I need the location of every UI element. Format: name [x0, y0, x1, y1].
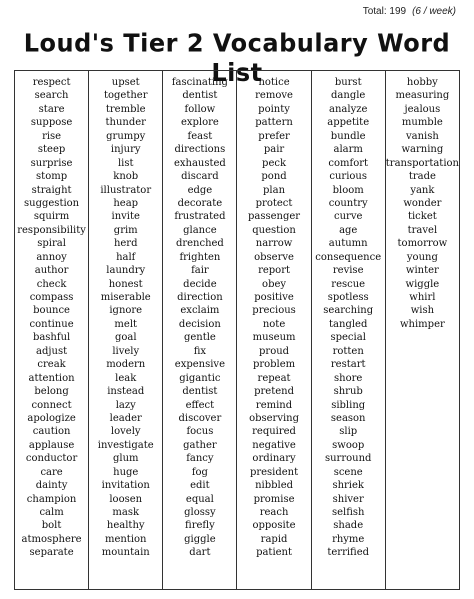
vocabulary-word: measuring — [395, 90, 450, 102]
vocabulary-word: attention — [28, 372, 75, 384]
vocabulary-word: gentle — [183, 332, 216, 344]
vocabulary-word: restart — [330, 359, 366, 371]
word-column — [89, 71, 163, 589]
vocabulary-word: prefer — [258, 130, 290, 142]
page-title: Loud's Tier 2 Vocabulary Word List — [23, 28, 451, 88]
vocabulary-word: check — [36, 278, 67, 290]
vocabulary-word: suggestion — [24, 197, 80, 209]
vocabulary-word: squirm — [33, 211, 70, 223]
vocabulary-word: continue — [29, 318, 74, 330]
vocabulary-word: explore — [180, 117, 219, 129]
vocabulary-word: note — [262, 318, 286, 330]
vocabulary-word: reach — [259, 507, 289, 518]
vocabulary-word: search — [34, 90, 69, 102]
vocabulary-word: injury — [110, 144, 141, 156]
vocabulary-word: caution — [32, 426, 71, 438]
vocabulary-word: question — [252, 224, 296, 236]
vocabulary-word: ordinary — [252, 453, 296, 465]
word-column — [163, 71, 237, 589]
vocabulary-word: illustrator — [100, 184, 152, 196]
vocabulary-word: frighten — [179, 251, 221, 263]
vocabulary-word: bashful — [32, 332, 71, 344]
vocabulary-word: lively — [112, 345, 140, 357]
vocabulary-word: nibbled — [255, 480, 294, 492]
vocabulary-word: separate — [29, 547, 74, 559]
vocabulary-word: young — [406, 251, 438, 263]
vocabulary-word: shrub — [333, 386, 363, 398]
vocabulary-word: travel — [407, 224, 438, 236]
vocabulary-word: burst — [334, 77, 362, 88]
vocabulary-word: exclaim — [180, 305, 220, 317]
vocabulary-word: bloom — [332, 184, 364, 196]
vocabulary-word: frustrated — [174, 211, 226, 223]
vocabulary-word: healthy — [106, 520, 145, 532]
vocabulary-word: dentist — [182, 90, 218, 102]
vocabulary-word: tremble — [105, 103, 146, 115]
vocabulary-word: lazy — [115, 399, 136, 411]
vocabulary-word: dainty — [35, 480, 68, 492]
vocabulary-word: responsibility — [17, 224, 86, 236]
vocabulary-word: leak — [115, 372, 137, 384]
vocabulary-word: wish — [410, 305, 435, 317]
vocabulary-word: list — [117, 157, 134, 169]
vocabulary-word: report — [258, 265, 290, 277]
vocabulary-word: swoop — [332, 439, 365, 451]
vocabulary-word: directions — [174, 144, 226, 156]
vocabulary-word: feast — [187, 130, 213, 142]
vocabulary-word: shore — [334, 372, 363, 384]
vocabulary-word: spotless — [327, 292, 369, 303]
vocabulary-word: plan — [263, 184, 286, 196]
vocabulary-word: pointy — [258, 103, 290, 115]
vocabulary-word: mask — [112, 507, 140, 518]
vocabulary-word: gather — [183, 439, 217, 451]
vocabulary-word: conductor — [25, 453, 78, 465]
vocabulary-word: peck — [262, 157, 287, 169]
vocabulary-word: mountain — [101, 547, 150, 559]
total-label: Total: 199 — [362, 6, 407, 17]
vocabulary-word: positive — [254, 292, 294, 303]
vocabulary-word: country — [328, 197, 368, 209]
vocabulary-word: leader — [109, 412, 142, 424]
vocabulary-word: honest — [108, 278, 143, 290]
vocabulary-word: direction — [177, 292, 223, 303]
word-column — [386, 71, 459, 589]
vocabulary-word: required — [252, 426, 296, 438]
vocabulary-word: autumn — [328, 238, 368, 250]
vocabulary-word: jealous — [404, 103, 441, 115]
vocabulary-word: transportation — [385, 157, 459, 169]
vocabulary-word: creak — [37, 359, 66, 371]
vocabulary-word: negative — [252, 439, 296, 451]
vocabulary-word: grumpy — [106, 130, 146, 142]
vocabulary-word: stomp — [36, 171, 68, 183]
word-column — [15, 71, 89, 589]
vocabulary-word: annoy — [36, 251, 67, 263]
vocabulary-word: effect — [185, 399, 215, 411]
vocabulary-word: trade — [408, 171, 436, 183]
vocabulary-word: decide — [183, 278, 217, 290]
vocabulary-word: investigate — [97, 439, 154, 451]
vocabulary-word: care — [40, 466, 63, 478]
vocabulary-word: together — [103, 90, 148, 102]
vocabulary-word: precious — [252, 305, 296, 317]
vocabulary-word: proud — [259, 345, 290, 357]
vocabulary-word: remove — [255, 90, 293, 102]
vocabulary-word: invite — [111, 211, 140, 223]
vocabulary-word: apologize — [27, 412, 76, 424]
vocabulary-word: invitation — [101, 480, 150, 492]
vocabulary-word: ignore — [109, 305, 143, 317]
vocabulary-word: pond — [261, 171, 287, 183]
vocabulary-word: huge — [113, 466, 139, 478]
vocabulary-word: focus — [186, 426, 214, 438]
vocabulary-word: museum — [252, 332, 296, 344]
vocabulary-word: decorate — [177, 197, 223, 209]
vocabulary-word: calm — [39, 507, 64, 518]
vocabulary-word: obey — [262, 278, 287, 290]
vocabulary-word: dangle — [331, 90, 366, 102]
vocabulary-word: half — [116, 251, 136, 263]
vocabulary-word: opposite — [252, 520, 296, 532]
vocabulary-word: melt — [114, 318, 138, 330]
vocabulary-word: laundry — [106, 265, 146, 277]
vocabulary-word: analyze — [329, 103, 368, 115]
vocabulary-word: observe — [254, 251, 294, 263]
vocabulary-word: wiggle — [405, 278, 440, 290]
vocabulary-word: shiver — [332, 493, 364, 505]
vocabulary-word: glance — [183, 224, 217, 236]
vocabulary-word: scene — [333, 466, 363, 478]
vocabulary-word: observing — [249, 412, 300, 424]
vocabulary-word: fair — [191, 265, 209, 277]
vocabulary-word: fascinating — [171, 77, 228, 88]
word-column — [312, 71, 386, 589]
vocabulary-word: selfish — [331, 507, 365, 518]
vocabulary-word: edit — [190, 480, 210, 492]
vocabulary-word: heap — [113, 197, 139, 209]
vocabulary-word: repeat — [257, 372, 291, 384]
vocabulary-word: slip — [339, 426, 358, 438]
vocabulary-word: mumble — [401, 117, 443, 129]
vocabulary-word: searching — [323, 305, 374, 317]
vocabulary-word: whirl — [409, 292, 436, 303]
vocabulary-word: respect — [32, 77, 71, 88]
vocabulary-word: goal — [114, 332, 137, 344]
vocabulary-word: knob — [113, 171, 139, 183]
vocabulary-word: thunder — [105, 117, 146, 129]
vocabulary-word: shriek — [332, 480, 364, 492]
vocabulary-word: curve — [334, 211, 363, 223]
vocabulary-word: tomorrow — [397, 238, 448, 250]
vocabulary-word: warning — [401, 144, 444, 156]
vocabulary-word: suppose — [30, 117, 73, 129]
vocabulary-word: ticket — [407, 211, 437, 223]
vocabulary-word: grim — [113, 224, 138, 236]
vocabulary-word: comfort — [328, 157, 369, 169]
total-count — [363, 6, 456, 17]
vocabulary-word: problem — [252, 359, 296, 371]
vocabulary-word: whimper — [399, 318, 445, 330]
vocabulary-word: alarm — [333, 144, 363, 156]
vocabulary-word: decision — [178, 318, 221, 330]
vocabulary-word: bounce — [33, 305, 70, 317]
word-column — [237, 71, 311, 589]
vocabulary-word: miserable — [100, 292, 151, 303]
vocabulary-word: expensive — [174, 359, 225, 371]
vocabulary-word: bundle — [330, 130, 366, 142]
vocabulary-word: discard — [181, 171, 219, 183]
vocabulary-word: stare — [38, 103, 65, 115]
vocabulary-word: firefly — [185, 520, 215, 532]
vocabulary-word: rapid — [260, 533, 288, 545]
vocabulary-word: appetite — [327, 117, 370, 129]
vocabulary-word: surround — [324, 453, 372, 465]
vocabulary-word: rescue — [331, 278, 366, 290]
vocabulary-word: applause — [28, 439, 75, 451]
vocabulary-word: narrow — [255, 238, 293, 250]
vocabulary-word: rhyme — [332, 533, 365, 545]
vocabulary-word: promise — [253, 493, 295, 505]
vocabulary-word: sibling — [331, 399, 366, 411]
rate-label: (6 / week) — [412, 6, 456, 17]
vocabulary-word: president — [249, 466, 299, 478]
vocabulary-word: equal — [185, 493, 214, 505]
vocabulary-word: rotten — [332, 345, 364, 357]
vocabulary-word: upset — [111, 77, 140, 88]
vocabulary-word: dentist — [182, 386, 218, 398]
vocabulary-word: edge — [187, 184, 213, 196]
vocabulary-word: drenched — [175, 238, 224, 250]
vocabulary-word: terrified — [327, 547, 370, 559]
vocabulary-word: herd — [113, 238, 138, 250]
vocabulary-word: glossy — [184, 507, 216, 518]
vocabulary-word: revise — [332, 265, 364, 277]
vocabulary-word: mention — [104, 533, 147, 545]
vocabulary-word: adjust — [36, 345, 68, 357]
vocabulary-word: lovely — [110, 426, 141, 438]
vocabulary-word: passenger — [248, 211, 301, 223]
vocabulary-word: champion — [26, 493, 77, 505]
vocabulary-word: fog — [191, 466, 208, 478]
vocabulary-word: gigantic — [179, 372, 221, 384]
vocabulary-word: wonder — [403, 197, 442, 209]
word-table — [14, 70, 460, 590]
vocabulary-word: author — [34, 265, 69, 277]
vocabulary-word: remind — [255, 399, 293, 411]
vocabulary-word: instead — [107, 386, 145, 398]
vocabulary-word: follow — [184, 103, 216, 115]
vocabulary-word: notice — [258, 77, 290, 88]
vocabulary-word: compass — [29, 292, 74, 303]
vocabulary-word: exhausted — [173, 157, 226, 169]
vocabulary-word: dart — [189, 547, 211, 559]
vocabulary-word: consequence — [315, 251, 382, 263]
vocabulary-word: loosen — [109, 493, 143, 505]
vocabulary-word: glum — [112, 453, 139, 465]
vocabulary-word: steep — [37, 144, 66, 156]
vocabulary-word: straight — [31, 184, 72, 196]
vocabulary-word: tangled — [329, 318, 368, 330]
vocabulary-word: discover — [178, 412, 222, 424]
vocabulary-word: fancy — [186, 453, 214, 465]
vocabulary-word: age — [339, 224, 358, 236]
vocabulary-word: shade — [333, 520, 364, 532]
vocabulary-word: fix — [193, 345, 207, 357]
vocabulary-word: special — [330, 332, 366, 344]
vocabulary-word: vanish — [405, 130, 439, 142]
vocabulary-word: pretend — [254, 386, 294, 398]
vocabulary-word: winter — [405, 265, 439, 277]
vocabulary-word: patient — [256, 547, 293, 559]
vocabulary-word: giggle — [184, 533, 216, 545]
vocabulary-word: connect — [31, 399, 72, 411]
vocabulary-word: yank — [410, 184, 435, 196]
vocabulary-word: curious — [329, 171, 368, 183]
vocabulary-word: protect — [255, 197, 293, 209]
vocabulary-word: belong — [34, 386, 69, 398]
vocabulary-word: surprise — [30, 157, 73, 169]
vocabulary-word: pattern — [255, 117, 293, 129]
vocabulary-word: season — [330, 412, 366, 424]
vocabulary-word: modern — [106, 359, 146, 371]
vocabulary-word: rise — [42, 130, 62, 142]
vocabulary-word: spiral — [37, 238, 66, 250]
vocabulary-word: bolt — [41, 520, 62, 532]
vocabulary-word: pair — [263, 144, 285, 156]
vocabulary-word: atmosphere — [21, 533, 82, 545]
vocabulary-word: hobby — [406, 77, 438, 88]
